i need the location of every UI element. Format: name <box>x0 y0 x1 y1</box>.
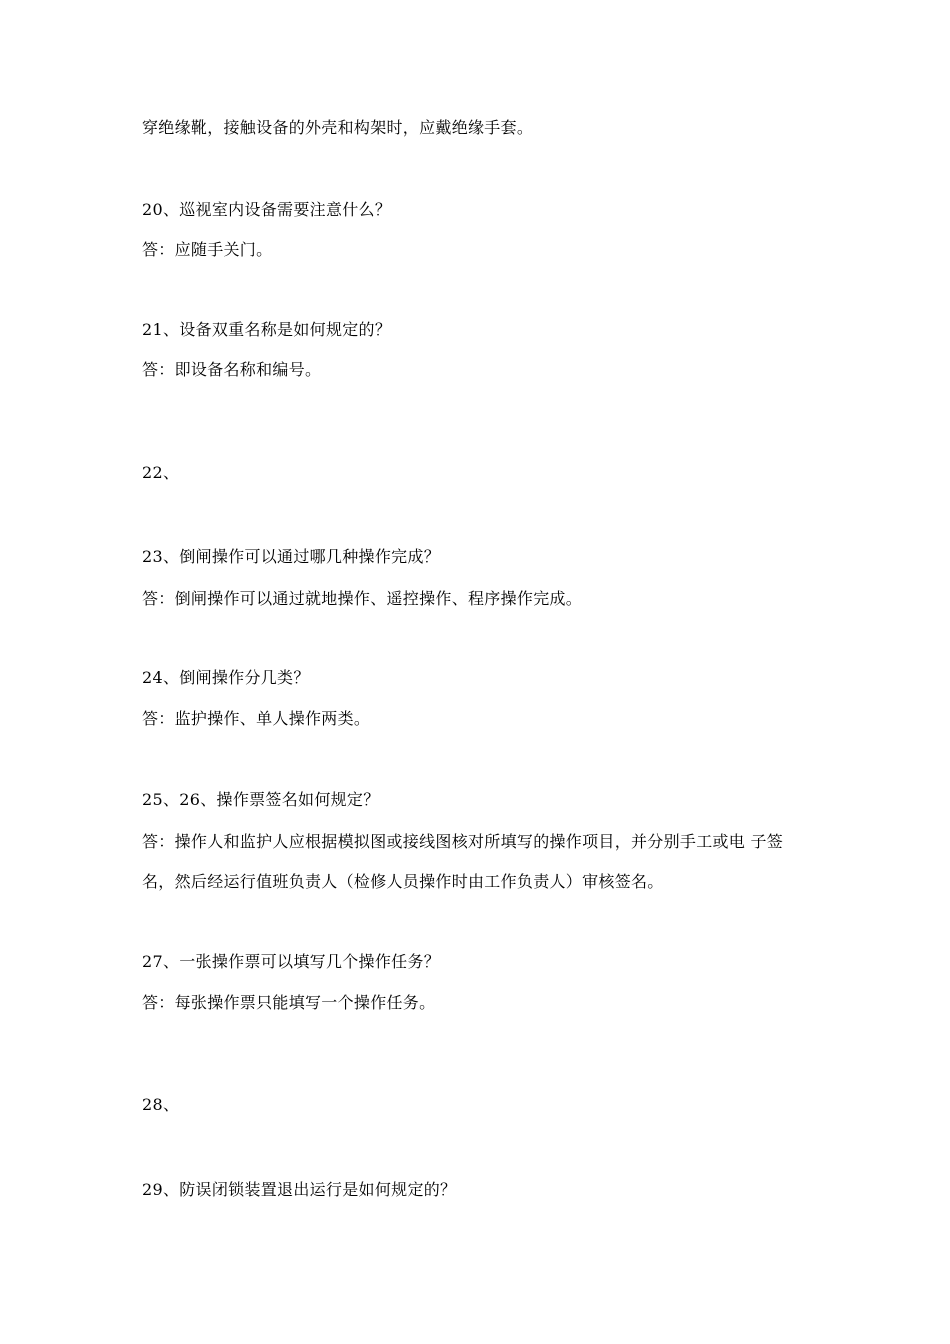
question-24: 24、倒闸操作分几类？ <box>142 668 310 687</box>
question-25-26: 25、26、操作票签名如何规定？ <box>142 790 380 809</box>
answer-continuation: 穿绝缘靴，接触设备的外壳和构架时，应戴绝缘手套。 <box>142 118 534 137</box>
question-28: 28、 <box>142 1095 180 1114</box>
answer-24: 答：监护操作、单人操作两类。 <box>142 709 371 728</box>
question-22: 22、 <box>142 463 180 482</box>
answer-25-26-line-2: 名，然后经运行值班负责人（检修人员操作时由工作负责人）审核签名。 <box>142 872 664 891</box>
question-23: 23、倒闸操作可以通过哪几种操作完成？ <box>142 547 441 566</box>
question-29: 29、防误闭锁装置退出运行是如何规定的？ <box>142 1180 457 1199</box>
question-27: 27、一张操作票可以填写几个操作任务？ <box>142 952 441 971</box>
answer-20: 答：应随手关门。 <box>142 240 273 259</box>
answer-25-26-line-1: 答：操作人和监护人应根据模拟图或接线图核对所填写的操作项目，并分别手工或电 子签 <box>142 832 784 851</box>
question-20: 20、巡视室内设备需要注意什么？ <box>142 200 392 219</box>
answer-21: 答：即设备名称和编号。 <box>142 360 322 379</box>
question-21: 21、设备双重名称是如何规定的？ <box>142 320 392 339</box>
answer-27: 答：每张操作票只能填写一个操作任务。 <box>142 993 436 1012</box>
answer-23: 答：倒闸操作可以通过就地操作、遥控操作、程序操作完成。 <box>142 589 583 608</box>
